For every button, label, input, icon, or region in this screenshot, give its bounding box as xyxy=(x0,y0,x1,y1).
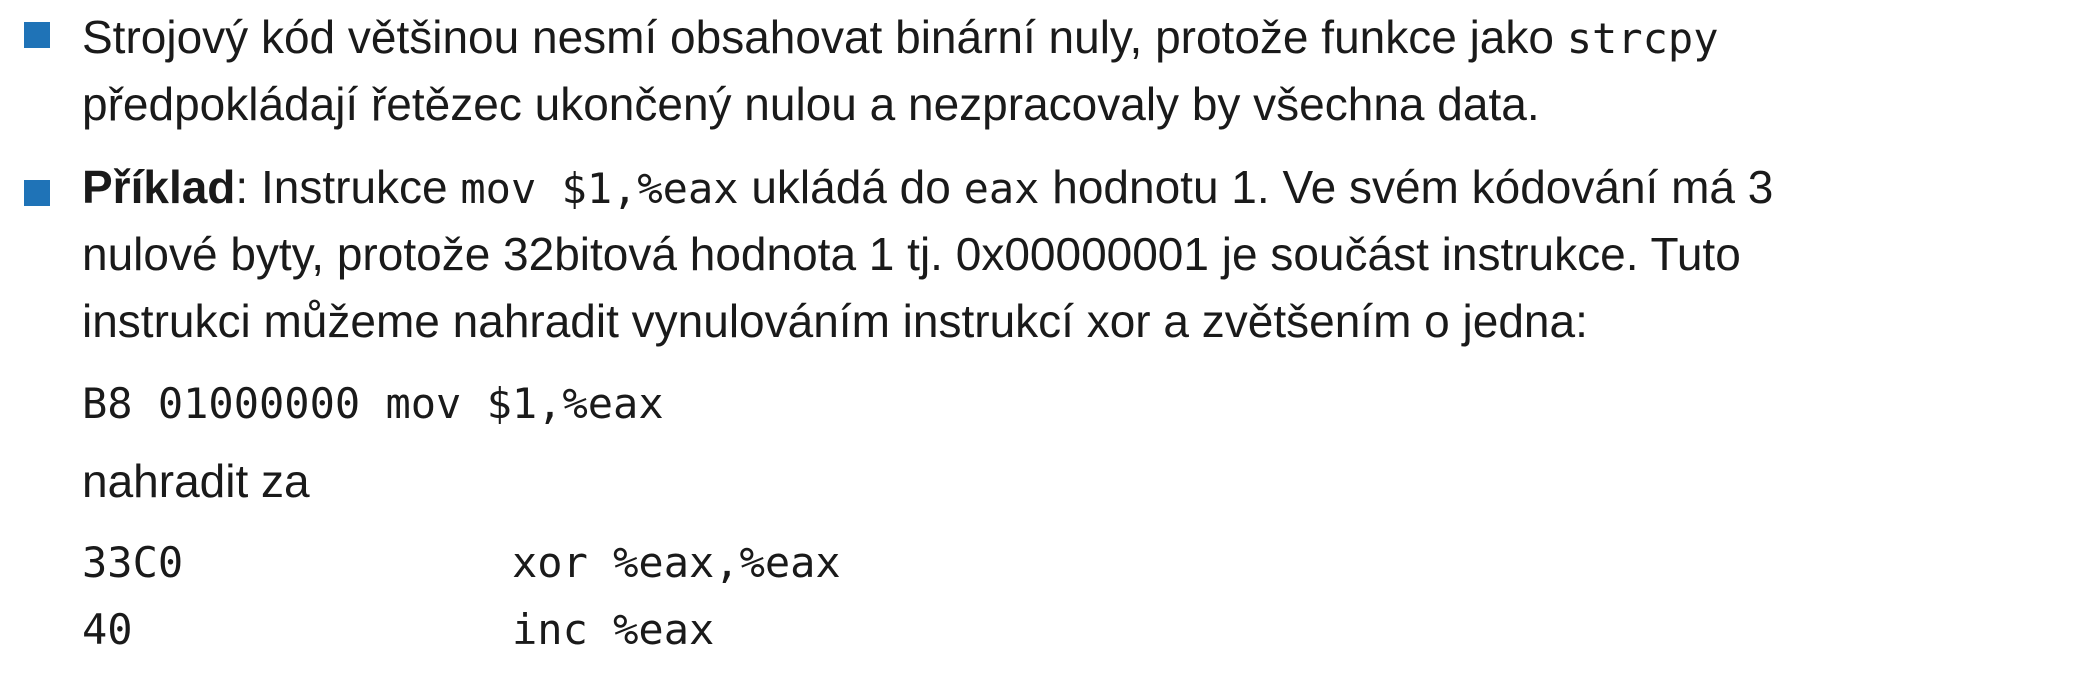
bullet2-line3-text: instrukci můžeme nahradit vynulováním instrukcí xor a zvětšením o jedna: xyxy=(82,295,1588,347)
bullet1-line1-text: Strojový kód většinou nesmí obsahovat binární nuly, protože funkce jako xyxy=(82,11,1567,63)
bullet-marker-2 xyxy=(24,180,50,206)
code-replacement-bytes: 40 xyxy=(82,605,133,654)
eax-register-code: eax xyxy=(963,164,1040,213)
bullet2-line1-part1: : Instrukce xyxy=(235,161,461,213)
bullet2-line2 xyxy=(82,228,1741,280)
strcpy-code: strcpy xyxy=(1566,14,1719,63)
code-replacement-instruction: xor %eax,%eax xyxy=(512,538,841,587)
code-original-line xyxy=(82,379,664,428)
mov-instruction-code: mov $1,%eax xyxy=(460,164,739,213)
bullet2-line1-part2: ukládá do xyxy=(738,161,964,213)
replace-text xyxy=(82,455,310,507)
code-replacement-line-2 xyxy=(82,605,715,654)
bullet2-line2-text: nulové byty, protože 32bitová hodnota 1 tj. 0x00000001 je součást instrukce. Tuto xyxy=(82,228,1741,280)
code-replacement-bytes: 33C0 xyxy=(82,538,184,587)
replace-text-label: nahradit za xyxy=(82,455,310,507)
code-original-bytes: B8 01000000 xyxy=(82,379,361,428)
bullet2-line1-part3: hodnotu 1. Ve svém kódování má 3 xyxy=(1039,161,1774,213)
code-original-instruction: mov $1,%eax xyxy=(385,379,664,428)
bullet2-line1 xyxy=(82,161,1774,213)
bullet1-line2-text: předpokládají řetězec ukončený nulou a nezpracovaly by všechna data. xyxy=(82,78,1540,130)
bullet1-line1 xyxy=(82,11,1719,63)
code-replacement-line-1 xyxy=(82,538,841,587)
bullet2-line3 xyxy=(82,295,1588,347)
bullet1-line2 xyxy=(82,78,1540,130)
bullet-marker-1 xyxy=(24,22,50,48)
code-replacement-instruction: inc %eax xyxy=(512,605,715,654)
example-label: Příklad xyxy=(82,161,236,213)
